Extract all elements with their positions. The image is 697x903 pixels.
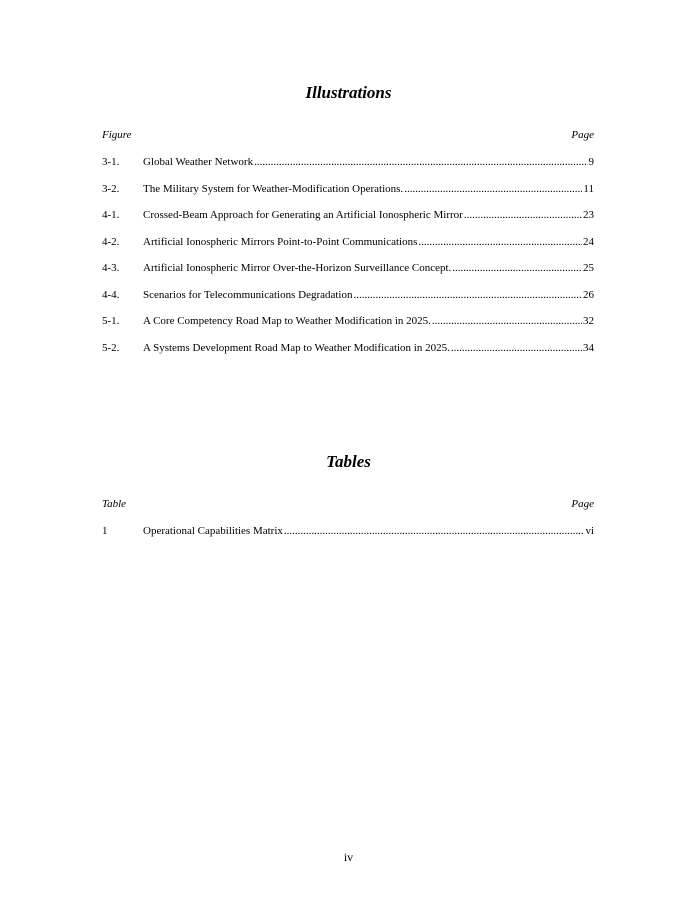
figure-page: 25 — [583, 262, 594, 274]
illustrations-title: Illustrations — [305, 83, 392, 102]
figure-title: The Military System for Weather-Modification Operations. — [143, 183, 404, 195]
figure-entry[interactable] — [102, 314, 594, 328]
page-column-header: Page — [571, 498, 594, 510]
figure-page: 11 — [583, 183, 594, 195]
table-number: 1 — [102, 525, 108, 537]
figure-page: 24 — [583, 236, 594, 248]
figure-title: Global Weather Network — [143, 156, 254, 168]
dot-leader — [284, 524, 585, 538]
figure-page: 23 — [583, 209, 594, 221]
figure-page: 32 — [583, 315, 594, 327]
figure-number: 3-2. — [102, 183, 120, 195]
figure-number: 4-4. — [102, 289, 120, 301]
dot-leader — [432, 314, 582, 328]
figure-number: 4-3. — [102, 262, 120, 274]
figure-entry[interactable] — [102, 288, 594, 302]
dot-leader — [404, 182, 582, 196]
table-entry[interactable] — [102, 524, 594, 538]
figure-page: 34 — [583, 342, 594, 354]
page-number: iv — [343, 850, 354, 864]
tables-title: Tables — [326, 452, 371, 471]
figure-column-header: Figure — [102, 129, 132, 141]
page-column-header: Page — [571, 129, 594, 141]
table-page: vi — [585, 525, 594, 537]
figure-number: 5-2. — [102, 342, 120, 354]
table-column-header: Table — [102, 498, 127, 510]
figure-entry[interactable] — [102, 155, 594, 169]
figure-title: Scenarios for Telecommunications Degradation — [143, 289, 353, 301]
dot-leader — [254, 155, 587, 169]
figure-page: 26 — [583, 289, 594, 301]
table-title: Operational Capabilities Matrix — [143, 525, 283, 537]
dot-leader — [418, 235, 582, 249]
dot-leader — [451, 341, 582, 355]
dot-leader — [464, 208, 582, 222]
figure-entry[interactable] — [102, 235, 594, 249]
figure-number: 4-2. — [102, 236, 120, 248]
figure-entry[interactable] — [102, 261, 594, 275]
figure-entry[interactable] — [102, 208, 594, 222]
figure-entry[interactable] — [102, 182, 594, 196]
dot-leader — [354, 288, 583, 302]
figure-entry[interactable] — [102, 341, 594, 355]
figure-title: Artificial Ionospheric Mirror Over-the-Horizon Surveillance Concept. — [143, 262, 452, 274]
figure-title: A Systems Development Road Map to Weather Modification in 2025. — [143, 342, 450, 354]
figure-number: 5-1. — [102, 315, 120, 327]
figure-number: 4-1. — [102, 209, 120, 221]
dot-leader — [452, 261, 582, 275]
figure-number: 3-1. — [102, 156, 120, 168]
figure-title: A Core Competency Road Map to Weather Modification in 2025. — [143, 315, 431, 327]
figure-title: Artificial Ionospheric Mirrors Point-to-Point Communications — [143, 236, 418, 248]
figure-title: Crossed-Beam Approach for Generating an Artificial Ionospheric Mirror — [143, 209, 463, 221]
figure-page: 9 — [588, 156, 594, 168]
